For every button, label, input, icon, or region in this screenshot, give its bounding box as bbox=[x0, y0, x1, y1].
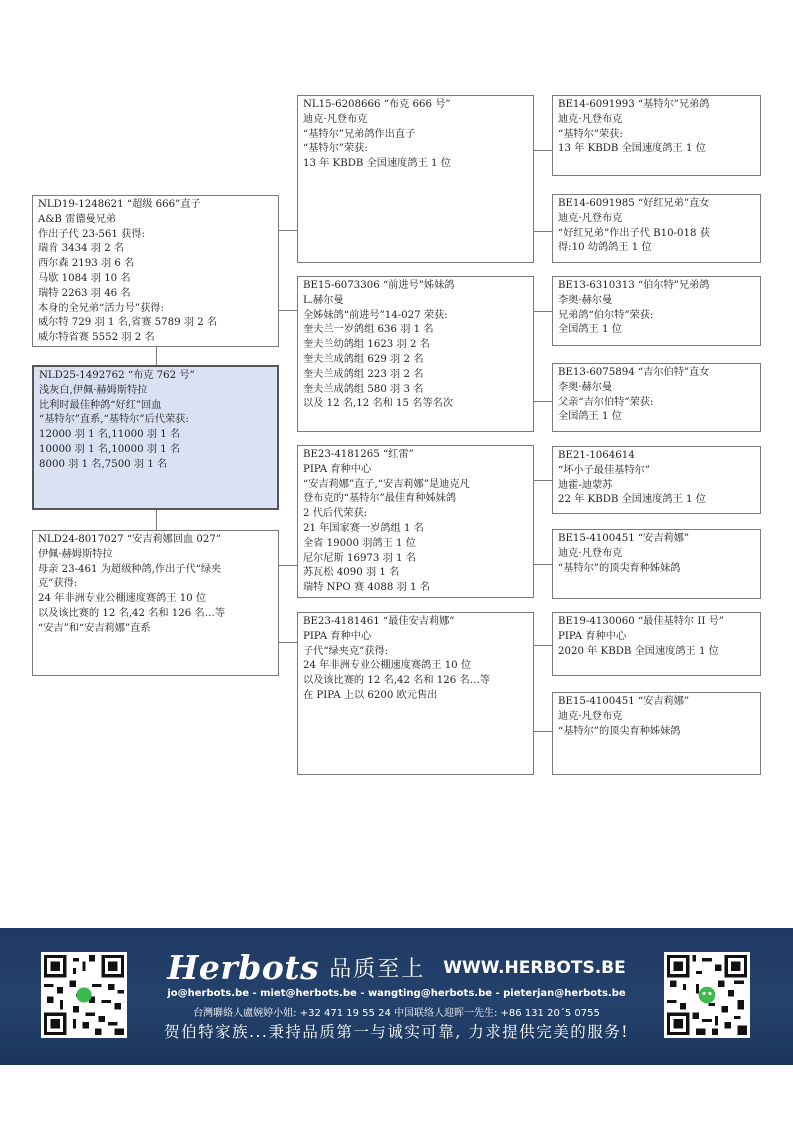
website-link[interactable]: WWW.HERBOTS.BE bbox=[443, 957, 626, 978]
pedigree-dss-card bbox=[552, 446, 761, 514]
pedigree-text-line: PIPA 育种中心 bbox=[303, 463, 372, 475]
pedigree-text-line: 瑞特 NPO 赛 4088 羽 1 名 bbox=[303, 582, 430, 594]
pedigree-text-line: 24 年非洲专业公棚速度赛鸽王 10 位 bbox=[303, 660, 472, 672]
wechat-qr-code-icon[interactable] bbox=[664, 952, 750, 1038]
pedigree-text-line: “坏小子最佳基特尔” bbox=[558, 464, 650, 476]
pedigree-text-line: 24 年非洲专业公棚速度赛鸽王 10 位 bbox=[38, 593, 207, 605]
pedigree-text-line: “安吉莉娜”直子,“安吉莉娜”是迪克凡 bbox=[303, 478, 470, 490]
pedigree-text-line: 13 年 KBDB 全国速度鸽王 1 位 bbox=[558, 143, 706, 155]
pedigree-text-line: 奎夫兰成鸽组 580 羽 3 名 bbox=[303, 383, 424, 395]
pedigree-text-line: 克”获得: bbox=[38, 578, 78, 590]
pedigree-text-line: 瑞肯 3434 羽 2 名 bbox=[38, 243, 125, 255]
pedigree-text-line: 2020 年 KBDB 全国速度鸽王 1 位 bbox=[558, 645, 719, 657]
connector-line bbox=[279, 230, 297, 231]
connector-line bbox=[156, 347, 157, 365]
pedigree-text-line: 奎夫兰成鸽组 629 羽 2 名 bbox=[303, 353, 424, 365]
pedigree-dam-dam-card bbox=[297, 612, 534, 775]
pedigree-ddd-card bbox=[552, 692, 761, 775]
footer-banner bbox=[0, 928, 793, 1065]
connector-line bbox=[534, 311, 552, 312]
brand-logo: Herbots bbox=[167, 948, 320, 987]
connector-line bbox=[534, 150, 552, 151]
pedigree-text-line: 13 年 KBDB 全国速度鸽王 1 位 bbox=[303, 158, 451, 170]
pedigree-text-line: 瑞特 2263 羽 46 名 bbox=[38, 287, 131, 299]
pedigree-text-line: 22 年 KBDB 全国速度鸽王 1 位 bbox=[558, 494, 706, 506]
pigeon-ring-number: NLD24-8017027 “安吉莉娜回血 027” bbox=[38, 534, 222, 545]
pedigree-text-line: “基特尔”兄弟鸽作出直子 bbox=[303, 128, 416, 140]
pedigree-text-line: 在 PIPA 上以 6200 欧元售出 bbox=[303, 689, 438, 701]
pedigree-text-line: 迪克·凡登布克 bbox=[303, 113, 368, 125]
pedigree-sire-card bbox=[32, 195, 279, 347]
pedigree-text-line: 得:10 幼鸽鸽王 1 位 bbox=[558, 242, 652, 254]
pedigree-text-line: 以及 12 名,12 名和 15 名等名次 bbox=[303, 398, 454, 410]
pedigree-text-line: “基特尔”荣获: bbox=[303, 143, 368, 155]
pedigree-text-line: 子代“绿夹克”获得: bbox=[303, 645, 389, 657]
pedigree-text-line: 迪克·凡登布克 bbox=[558, 113, 623, 125]
pigeon-ring-number: BE14-6091993 “基特尔”兄弟鸽 bbox=[558, 99, 710, 110]
pedigree-text-line: 李奥·赫尔曼 bbox=[558, 294, 613, 306]
pedigree-text-line: 迪克·凡登布克 bbox=[558, 212, 623, 224]
pedigree-text-line: “安吉”和“安吉莉娜”直系 bbox=[38, 622, 151, 634]
pedigree-text-line: 2 代后代荣获: bbox=[303, 508, 368, 520]
pedigree-text-line: 迪克·凡登布克 bbox=[558, 710, 623, 722]
pigeon-ring-number: BE14-6091985 “好红兄弟”直女 bbox=[558, 198, 710, 209]
pedigree-text-line: 登布克的“基特尔”最佳育种姊妹鸽 bbox=[303, 493, 457, 505]
pedigree-text-line: 迪霍-迪蒙苏 bbox=[558, 479, 613, 491]
pedigree-text-line: PIPA 育种中心 bbox=[303, 630, 372, 642]
connector-line bbox=[156, 510, 157, 530]
pigeon-ring-number: BE13-6075894 “吉尔伯特”直女 bbox=[558, 367, 710, 378]
pedigree-sdd-card bbox=[552, 363, 761, 432]
pedigree-text-line: 全国鸽王 1 位 bbox=[558, 324, 622, 336]
contact-phones: 台灣聯絡人盧婉婷小姐: +32 471 19 55 24 中国联络人迎晖一先生: +86 131 20´5 0755 bbox=[193, 1008, 600, 1019]
pedigree-text-line: 以及该比赛的 12 名,42 名和 126 名…等 bbox=[303, 675, 491, 687]
pigeon-ring-number: BE15-4100451 “安吉莉娜” bbox=[558, 696, 690, 707]
pedigree-text-line: “基特尔”荣获: bbox=[558, 128, 623, 140]
company-tagline: 贺伯特家族...秉持品质第一与诚实可靠, 力求提供完美的服务! bbox=[164, 1023, 629, 1041]
pedigree-dds-card bbox=[552, 612, 761, 676]
connector-line bbox=[534, 401, 552, 402]
pigeon-ring-number: BE13-6310313 “伯尔特”兄弟鸽 bbox=[558, 280, 710, 291]
pigeon-ring-number: BE15-4100451 “安吉莉娜” bbox=[558, 533, 690, 544]
connector-line bbox=[534, 231, 552, 232]
pigeon-ring-number: BE15-6073306 “前进号”姊妹鸽 bbox=[303, 280, 455, 291]
pedigree-dam-sire-card bbox=[297, 445, 534, 598]
pedigree-text-line: “基特尔”直系,“基特尔”后代荣获: bbox=[39, 414, 189, 426]
pigeon-ring-number: NLD25-1492762 “布克 762 号” bbox=[39, 370, 195, 381]
pedigree-text-line: 全姊妹鸽“前进号”14-027 荣获: bbox=[303, 309, 448, 321]
pedigree-text-line: 父亲“吉尔伯特”荣获: bbox=[558, 396, 654, 408]
connector-line bbox=[279, 565, 297, 566]
pedigree-text-line: 作出子代 23-561 获得: bbox=[38, 228, 145, 240]
pedigree-text-line: 李奥·赫尔曼 bbox=[558, 381, 613, 393]
connector-line bbox=[279, 310, 297, 311]
pedigree-text-line: 10000 羽 1 名,10000 羽 1 名 bbox=[39, 443, 181, 455]
pedigree-text-line: “好红兄弟”作出子代 B10-018 获 bbox=[558, 227, 710, 239]
pigeon-ring-number: NLD19-1248621 “超级 666”直子 bbox=[38, 199, 201, 210]
pedigree-text-line: 威尔特 729 羽 1 名,省赛 5789 羽 2 名 bbox=[38, 317, 218, 329]
pedigree-ssd-card bbox=[552, 194, 761, 263]
pedigree-text-line: 以及该比赛的 12 名,42 名和 126 名…等 bbox=[38, 607, 226, 619]
connector-line bbox=[534, 645, 552, 646]
pedigree-text-line: 全省 19000 羽鸽王 1 位 bbox=[303, 537, 416, 549]
pigeon-ring-number: BE19-4130060 “最佳基特尔 II 号” bbox=[558, 616, 725, 627]
pedigree-text-line: L.赫尔曼 bbox=[303, 294, 344, 306]
pedigree-text-line: PIPA 育种中心 bbox=[558, 630, 627, 642]
pedigree-text-line: “基特尔”的顶尖育种姊妹鸽 bbox=[558, 562, 681, 574]
pedigree-subject-card bbox=[32, 365, 279, 510]
pigeon-ring-number: NL15-6208666 “布克 666 号” bbox=[303, 99, 451, 110]
pedigree-text-line: 比利时最佳种鸽“好红”回血 bbox=[39, 399, 162, 411]
contact-emails[interactable]: jo@herbots.be - miet@herbots.be - wangting@herbots.be - pieterjan@herbots.be bbox=[167, 988, 626, 999]
pedigree-text-line: 奎夫兰幼鸽组 1623 羽 2 名 bbox=[303, 339, 430, 351]
pedigree-text-line: 本身的全兄弟“活力号”获得: bbox=[38, 302, 164, 314]
pedigree-dsd-card bbox=[552, 529, 761, 599]
pedigree-text-line: “基特尔”的顶尖育种姊妹鸽 bbox=[558, 725, 681, 737]
pedigree-sire-sire-card bbox=[297, 95, 534, 263]
pedigree-text-line: 伊佩·赫姆斯特拉 bbox=[38, 548, 113, 560]
connector-line bbox=[534, 480, 552, 481]
pedigree-text-line: A&B 雷德曼兄弟 bbox=[38, 213, 117, 225]
pedigree-dam-card bbox=[32, 530, 279, 676]
brand-slogan: 品质至上 bbox=[329, 957, 426, 982]
pedigree-text-line: 12000 羽 1 名,11000 羽 1 名 bbox=[39, 429, 181, 441]
pedigree-text-line: 全国鸽王 1 位 bbox=[558, 411, 622, 423]
connector-line bbox=[279, 642, 297, 643]
pedigree-text-line: 21 年国家赛一岁鸽组 1 名 bbox=[303, 522, 424, 534]
pedigree-text-line: 尼尔尼斯 16973 羽 1 名 bbox=[303, 552, 416, 564]
pedigree-text-line: 威尔特省赛 5552 羽 2 名 bbox=[38, 332, 155, 344]
pigeon-ring-number: BE21-1064614 bbox=[558, 450, 635, 461]
pedigree-sds-card bbox=[552, 276, 761, 346]
pedigree-text-line: 8000 羽 1 名,7500 羽 1 名 bbox=[39, 458, 168, 470]
pedigree-text-line: 母亲 23-461 为超级种鸽,作出子代“绿夹 bbox=[38, 563, 222, 575]
pedigree-text-line: 西尔森 2193 羽 6 名 bbox=[38, 258, 135, 270]
pedigree-text-line: 奎夫兰成鸽组 223 羽 2 名 bbox=[303, 368, 424, 380]
pedigree-text-line: 苏瓦松 4090 羽 1 名 bbox=[303, 567, 400, 579]
connector-line bbox=[534, 731, 552, 732]
pigeon-ring-number: BE23-4181265 “红雷” bbox=[303, 449, 414, 460]
pedigree-text-line: 马歇 1084 羽 10 名 bbox=[38, 272, 131, 284]
pedigree-text-line: 兄弟鸽“伯尔特”荣获: bbox=[558, 309, 654, 321]
pedigree-text-line: 奎夫兰一岁鸽组 636 羽 1 名 bbox=[303, 324, 434, 336]
pedigree-sss-card bbox=[552, 95, 761, 176]
pedigree-text-line: 浅灰白,伊佩·赫姆斯特拉 bbox=[39, 384, 148, 396]
pedigree-text-line: 迪克·凡登布克 bbox=[558, 547, 623, 559]
pigeon-ring-number: BE23-4181461 “最佳安吉莉娜” bbox=[303, 616, 455, 627]
connector-line bbox=[534, 564, 552, 565]
pedigree-sire-dam-card bbox=[297, 276, 534, 432]
